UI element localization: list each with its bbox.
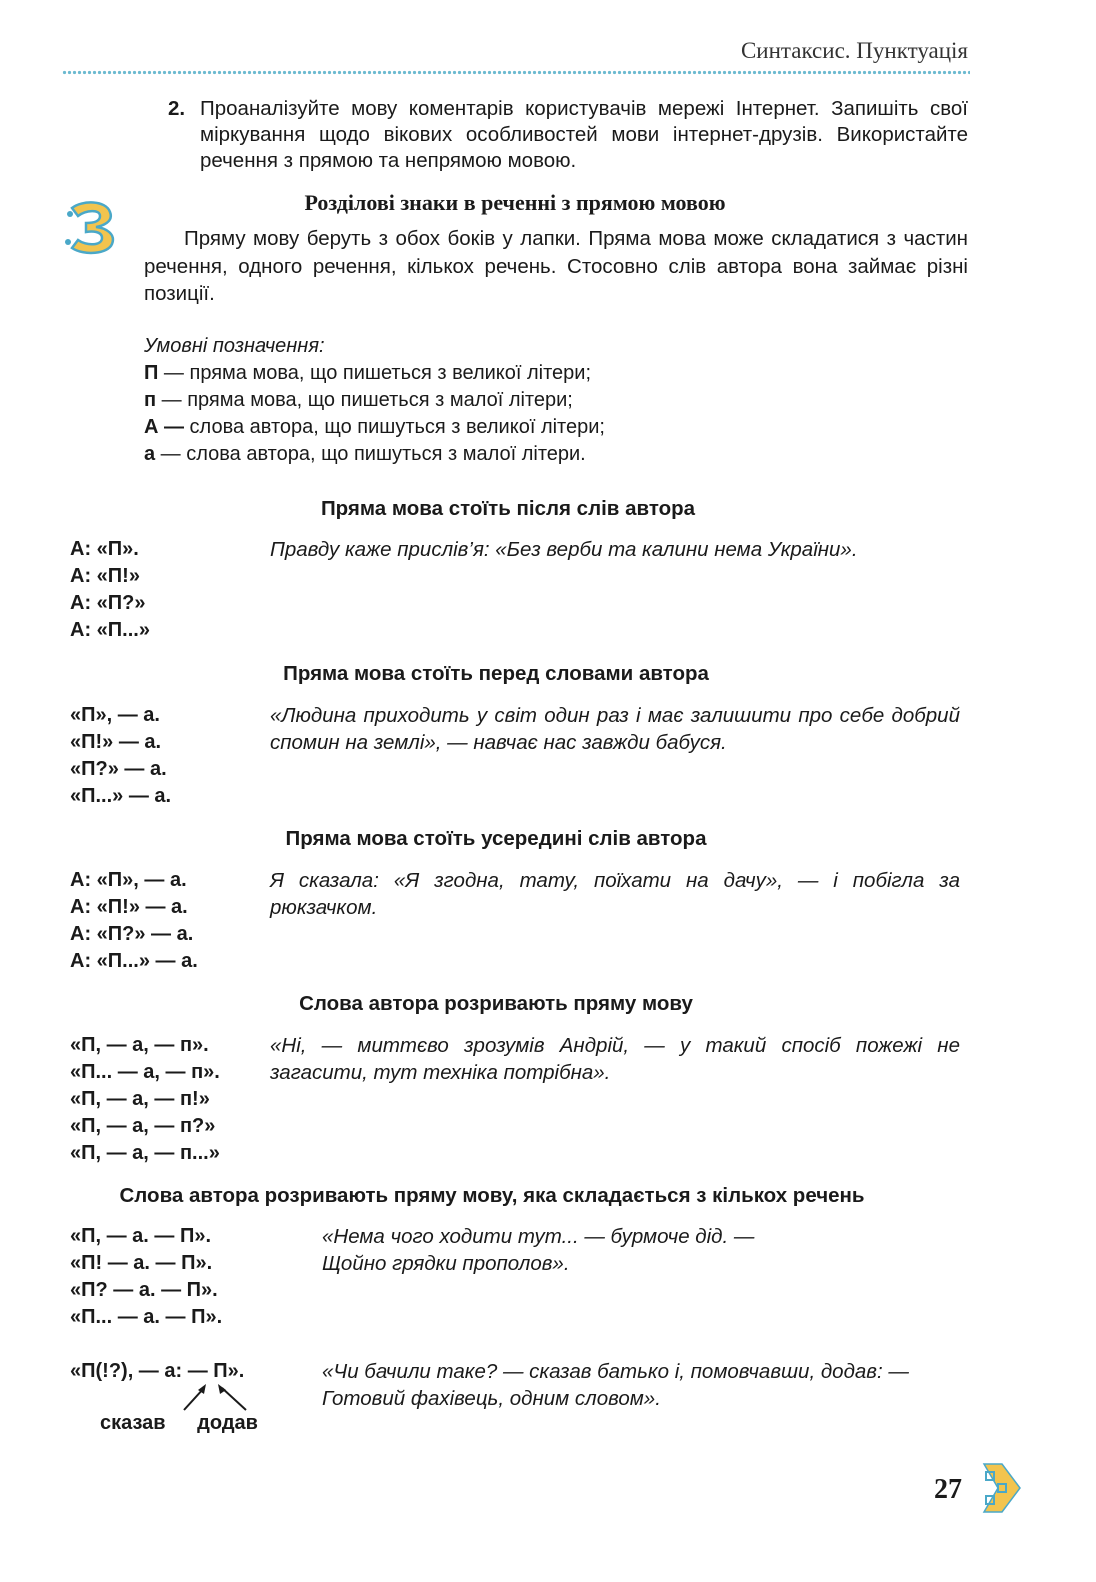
block-formulas: А: «П». А: «П!» А: «П?» А: «П...» [70,538,150,641]
block-example: «Людина приходить у світ один раз і має залишити про себе добрий спомин на землі», — навчає нас завжди бабуся. [270,704,960,754]
header-dotted-divider [62,70,970,75]
running-header: Синтаксис. Пунктуація [740,38,968,63]
legend-item: А — слова автора, що пишуться з великої літери; [144,416,605,438]
block-formulas: «П», — а. «П!» — а. «П?» — а. «П...» — а. [70,704,172,807]
block-formulas: «П, — а. — П». «П! — а. — П». «П? — а. — П». «П... — а. — П». [70,1225,223,1328]
arrows-icon [170,1380,260,1416]
combined-example: «Чи бачили таке? — сказав батько і, помовчавши, додав: — Готовий фахівець, одним словом». [322,1360,909,1410]
block-heading: Пряма мова стоїть усередині слів автора [285,827,707,850]
legend-item: П — пряма мова, що пишеться з великої літери; [144,362,592,384]
block-heading: Слова автора розривають пряму мову [299,992,693,1015]
block-formulas: «П, — а, — п». «П... — а, — п». «П, — а, — п!» «П, — а, — п?» «П, — а, — п...» [70,1034,220,1164]
arrow-labels [100,1412,258,1435]
legend-item: п — пряма мова, що пишеться з малої літери; [144,389,573,411]
block-heading: Слова автора розривають пряму мову, яка складається з кількох речень [119,1184,865,1207]
block-heading: Пряма мова стоїть перед словами автора [283,662,709,685]
block-heading: Пряма мова стоїть після слів автора [320,497,696,520]
block-example: Правду каже прислів’я: «Без верби та калини нема України». [270,538,858,561]
task-number: 2. [168,97,186,120]
combined-formula: «П(!?), — а: — П». [70,1360,245,1382]
block-formulas: А: «П», — а. А: «П!» — а. А: «П?» — а. А: «П...» — а. [70,869,198,972]
block-example: «Ні, — миттєво зрозумів Андрій, — у такий спосіб пожежі не загасити, тут техніка потрібна». [270,1034,960,1084]
page-number: 27 [934,1474,962,1505]
legend [144,333,964,468]
page-ornament-icon [976,1462,1024,1514]
task-text: Проаналізуйте мову коментарів користувачів мережі Інтернет. Запишіть свої міркування щодо вікових особливостей мови інтернет-друзів. Використайте речення з прямою та непрямою мовою. [200,97,968,172]
task-2 [168,96,968,174]
legend-title: Умовні позначення: [144,335,325,357]
block-example: «Нема чого ходити тут... — бурмоче дід. — Щойно грядки прополов». [322,1225,755,1275]
block-example: Я сказала: «Я згодна, тату, поїхати на дачу», — і побігла за рюкзачком. [270,869,960,919]
legend-item: а — слова автора, що пишуться з малої літери. [144,443,586,465]
section-title: Розділові знаки в реченні з прямою мовою [304,190,726,215]
label-added: додав [197,1412,258,1434]
label-said: сказав [100,1412,166,1434]
section-intro: Пряму мову беруть з обох боків у лапки. Пряма мова може складатися з частин речення, одного речення, кількох речень. Стосовно слів автора вона займає різні позиції. [144,227,968,305]
